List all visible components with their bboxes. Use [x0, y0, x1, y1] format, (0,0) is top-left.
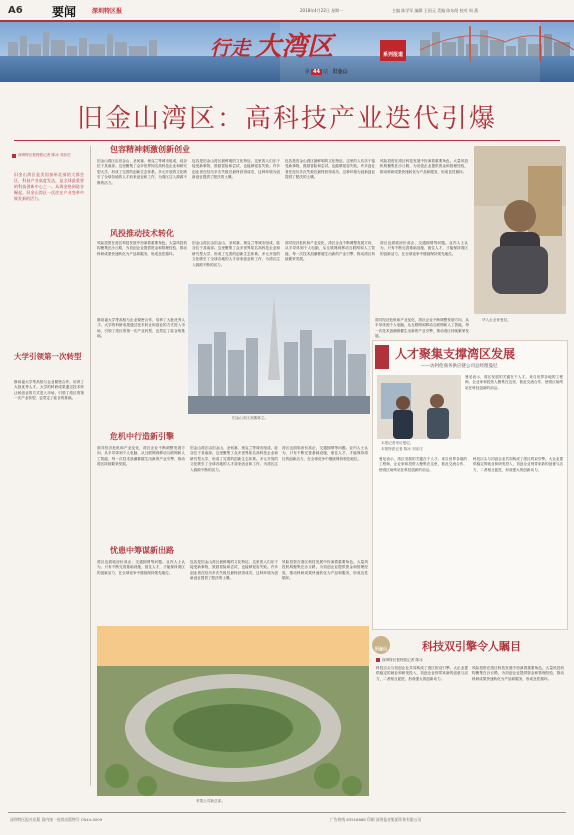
byline-icon — [12, 154, 16, 158]
col-a-text: 斯坦福大学等高校与企业紧密合作，培养了大批优秀人才。大学的科研成果通过技术转让和创业的方式进入市场，引领了湾区的第一次产业转型，也奠定了硅谷的基础。 — [14, 380, 84, 401]
col-l-text: 面对经济危机和产业变化，湾区企业不断调整发展方向，从半导体到个人电脑，从互联网到移动互联网和人工智能，每一次技术浪潮都催生出新的产业引擎，推动湾区持续繁荣发展。 — [97, 446, 185, 467]
col-f-text: 风险投资在湾区科技发展中扮演着重要角色。大量风投机构聚集在沙丘路，为初创企业提供资金和管理经验，推动科研成果快速转化为产品和服务，形成良性循环。 — [97, 241, 187, 256]
interview-photo — [377, 375, 461, 439]
interview-text-b: 科技巨头与初创企业共同构成了湾区的双引擎。大企业提供稳定的就业和研发投入，初创企业则带来新的创意与活力，二者相互促进，形成强大的创新动力。 — [473, 457, 563, 472]
intro-text: 旧金山湾区是美国加州北部的大都会区，科技产业高度发达，是全球最重要的科技创新中心之一。从淘金热到硅谷崛起，旧金山湾区一次次在产业变革中焕发新的活力。 — [14, 172, 84, 201]
col-j-text: 斯坦福大学等高校与企业紧密合作，培养了大批优秀人才。大学的科研成果通过技术转让和创业的方式进入市场，引领了湾区的第一次产业转型，也奠定了硅谷的基础。 — [97, 318, 185, 339]
skyline-photo — [188, 284, 370, 414]
byline: 深圳特区报特派记者 陈冰 刘乐庄 — [18, 153, 71, 157]
col-o-text: 湾区也面临房价高企、交通拥堵等问题。业内人士认为，只有不断完善基础设施，留住人才，才能保持湾区的创新活力，在全球竞争中继续保持领先地位。 — [97, 560, 185, 575]
footer-left: 深圳特区报社出版 国内统一连续出版物号 CN44-0009 — [10, 817, 103, 822]
interview-caption: 本报记者采访曼尼。 — [381, 441, 414, 445]
header-strip — [0, 0, 574, 22]
section-heading-3: 大学引领第一次转型 — [14, 352, 82, 361]
campus-caption: 苹果公司新总部。 — [196, 799, 225, 803]
section-heading-2: 风投推动技术转化 — [110, 229, 174, 238]
stop-number: 44 — [313, 69, 320, 75]
headline: 旧金山湾区：高科技产业迭代引爆 — [76, 104, 497, 134]
campus-photo — [97, 626, 369, 796]
interview-byline: 本报特派记者 陈冰 刘乐庄 — [381, 447, 423, 451]
page-number: A6 — [8, 5, 23, 16]
col-q-text: 风险投资在湾区科技发展中扮演着重要角色。大量风投机构聚集在沙丘路，为初创企业提供资金和管理经验，推动科研成果快速转化为产品和服务，形成良性循环。 — [282, 560, 368, 581]
series-badge: 系列报道 — [380, 40, 406, 61]
col-n-text: 湾区也面临房价高企、交通拥堵等问题。业内人士认为，只有不断完善基础设施，留住人才，才能保持湾区的创新活力，在全球竞争中继续保持领先地位。 — [282, 446, 368, 461]
notes-byline: 深圳特区报特派记者 陈冰 — [376, 658, 423, 663]
section-heading-5: 忧患中筹谋新出路 — [110, 546, 174, 555]
col-g-text: 旧金山湾区由旧金山、圣何塞、奥克兰等城市组成，硅谷位于其南部。这里聚集了众多世界知名高科技企业和研究型大学，形成了完善的创新生态体系。多元开放的文化吸引了全球各地的人才前来创业和工作，为湾区注入源源不断的活力。 — [192, 241, 280, 267]
col-c-text: 包容是旧金山湾区最鲜明的文化特征。这里的人们乐于接受新事物，鼓励冒险和尝试，也能够宽容失败。许多创业者在经历多次失败后最终获得成功，这种环境为创新创业提供了肥沃的土壤。 — [192, 159, 280, 180]
date-line: 2018年4月22日 星期一 — [300, 8, 344, 13]
banner-title-b: 大湾区 — [255, 32, 334, 62]
notes-corner-tag: 旧金山 — [372, 636, 390, 654]
col-h-text: 面对经济危机和产业变化，湾区企业不断调整发展方向，从半导体到个人电脑，从互联网到移动互联网和人工智能，每一次技术浪潮都催生出新的产业引擎，推动湾区持续繁荣发展。 — [285, 241, 375, 262]
notes-text-b: 风险投资在湾区科技发展中扮演着重要角色。大量风投机构聚集在沙丘路，为初创企业提供资金和管理经验，推动科研成果快速转化为产品和服务，形成良性循环。 — [472, 666, 564, 681]
banner-title — [210, 26, 333, 63]
section-heading-1: 包容精神刺激创新创业 — [110, 145, 190, 154]
portrait-photo — [474, 146, 566, 314]
portrait-caption: 华人企业家曼尼。 — [482, 318, 511, 322]
col-b-text: 旧金山湾区由旧金山、圣何塞、奥克兰等城市组成，硅谷位于其南部。这里聚集了众多世界知名高科技企业和研究型大学，形成了完善的创新生态体系。多元开放的文化吸引了全球各地的人才前来创业和工作，为湾区注入源源不断的活力。 — [97, 159, 187, 185]
notes-text-a: 科技巨头与初创企业共同构成了湾区的双引擎。大企业提供稳定的就业和研发投入，初创企业则带来新的创意与活力，二者相互促进，形成强大的创新动力。 — [376, 666, 468, 681]
footer-right: 广告热线 83518888 印刷 深圳报业集团印务有限公司 — [330, 817, 422, 822]
byline-box — [12, 153, 84, 158]
section-heading-4: 危机中行造新引擎 — [110, 432, 174, 441]
col-d-text: 包容是旧金山湾区最鲜明的文化特征。这里的人们乐于接受新事物，鼓励冒险和尝试，也能够宽容失败。许多创业者在经历多次失败后最终获得成功，这种环境为创新创业提供了肥沃的土壤。 — [285, 159, 375, 180]
interview-title: 人才聚集支撑湾区发展 — [395, 347, 516, 361]
skyline-caption: 旧金山市区高楼林立。 — [232, 416, 268, 420]
stop-label: 第 44 站 旧金山 — [305, 69, 348, 75]
interview-subtitle: ——访阿伦商务供应链公司总经理曼尼 — [421, 364, 498, 369]
interview-text-a: 曼尼表示，湾区发展的关键在于人才。来自世界各地的工程师、企业家和投资人聚集在这里，彼此交流合作，使湾区始终站在科技创新的前沿。 — [379, 457, 467, 472]
col-e-text: 风险投资在湾区科技发展中扮演着重要角色。大量风投机构聚集在沙丘路，为初创企业提供资金和管理经验，推动科研成果快速转化为产品和服务，形成良性循环。 — [380, 159, 468, 174]
notes-box — [372, 636, 568, 804]
col-m-text: 旧金山湾区由旧金山、圣何塞、奥克兰等城市组成，硅谷位于其南部。这里聚集了众多世界知名高科技企业和研究型大学，形成了完善的创新生态体系。多元开放的文化吸引了全球各地的人才前来创业和工作，为湾区注入源源不断的活力。 — [190, 446, 278, 472]
notes-title: 科技双引擎令人瞩目 — [422, 640, 521, 653]
col-p-text: 包容是旧金山湾区最鲜明的文化特征。这里的人们乐于接受新事物，鼓励冒险和尝试，也能够宽容失败。许多创业者在经历多次失败后最终获得成功，这种环境为创新创业提供了肥沃的土壤。 — [190, 560, 278, 581]
paper-name: 深圳特区报 — [92, 8, 123, 15]
section-label: 要闻 — [52, 5, 77, 19]
notes-byline-icon — [376, 658, 380, 662]
col-i-text: 湾区也面临房价高企、交通拥堵等问题。业内人士认为，只有不断完善基础设施，留住人才，才能保持湾区的创新活力，在全球竞争中继续保持领先地位。 — [380, 241, 468, 256]
interview-tag — [375, 345, 389, 369]
editors: 主编 陈学军 编辑 王国元 美编 陈东阳 校对 周 燕 — [392, 8, 479, 13]
col-k-text: 面对经济危机和产业变化，湾区企业不断调整发展方向，从半导体到个人电脑，从互联网到移动互联网和人工智能，每一次技术浪潮都催生出新的产业引擎，推动湾区持续繁荣发展。 — [375, 318, 469, 339]
interview-text-right: 曼尼表示，湾区发展的关键在于人才。来自世界各地的工程师、企业家和投资人聚集在这里，彼此交流合作，使湾区始终站在科技创新的前沿。 — [465, 375, 563, 390]
banner-title-a: 行走 — [210, 36, 250, 60]
interview-box — [372, 340, 568, 630]
